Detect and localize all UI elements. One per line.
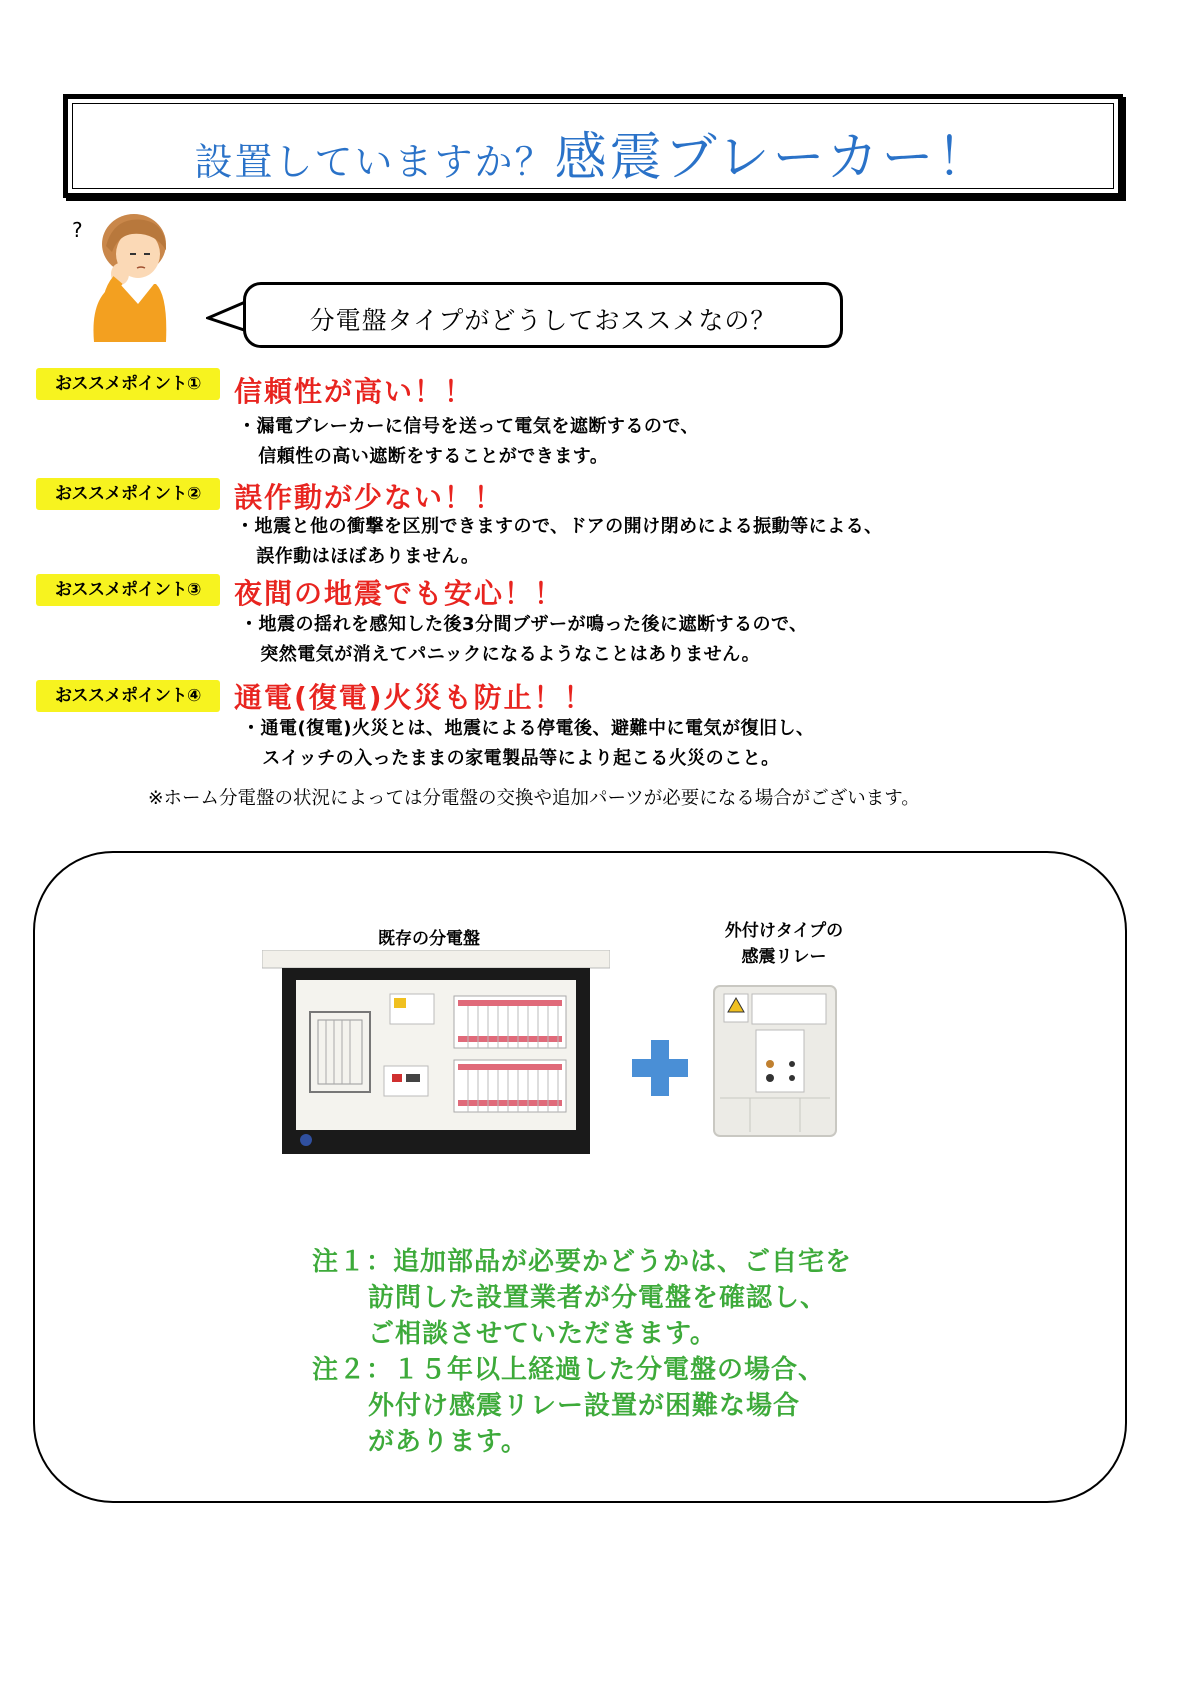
note2-line3: があります。 (368, 1427, 528, 1457)
speech-bubble (243, 282, 843, 348)
title-question: 設置していますか？ (194, 140, 555, 184)
relay-label-line1: 外付けタイプの (724, 921, 844, 941)
point-title-2: 誤作動が少ない！！ (234, 481, 505, 514)
relay-label-line2: 感震リレー (741, 947, 827, 967)
thinking-woman-illustration (80, 212, 170, 342)
point-badge-4: おススメポイント④ (36, 680, 220, 712)
point-badge-1: おススメポイント① (36, 368, 220, 400)
point-title-4: 通電(復電)火災も防止！！ (234, 681, 594, 714)
point-title-3: 夜間の地震でも安心！！ (234, 577, 565, 610)
plus-icon (632, 1040, 688, 1096)
question-mark: ? (72, 218, 83, 242)
note1-line3: ご相談させていただきます。 (368, 1319, 717, 1349)
point-desc-2: ・地震と他の衝撃を区別できますので、ドアの開け閉めによる振動等による、 誤作動はほぼありません。 (236, 516, 883, 567)
point-title-1: 信頼性が高い！！ (234, 375, 475, 408)
point-desc-4: ・通電(復電)火災とは、地震による停電後、避難中に電気が復旧し、 スイッチの入ったままの家電製品等により起こる火災のこと。 (242, 718, 815, 769)
note1-line1: 注１：追加部品が必要かどうかは、ご自宅を (312, 1247, 853, 1277)
existing-board-label: 既存の分電盤 (378, 929, 480, 949)
note2-line2: 外付け感震リレー設置が困難な場合 (368, 1391, 801, 1421)
seismic-relay-device-image (710, 982, 840, 1140)
page-title (68, 115, 1118, 190)
point-badge-3: おススメポイント③ (36, 574, 220, 606)
footnote: ※ホーム分電盤の状況によっては分電盤の交換や追加パーツが必要になる場合がございます。 (148, 788, 920, 809)
speech-bubble-text: 分電盤タイプがどうしておススメなの？ (309, 306, 777, 335)
point-badge-2: おススメポイント② (36, 478, 220, 510)
note2-line1: 注２：１５年以上経過した分電盤の場合、 (312, 1355, 826, 1385)
existing-distribution-board-image (262, 950, 610, 1154)
title-box (63, 94, 1123, 198)
point-desc-3: ・地震の揺れを感知した後3分間ブザーが鳴った後に遮断するので、 突然電気が消えてパニックになるようなことはありません。 (240, 614, 808, 665)
title-main: 感震ブレーカー！ (554, 128, 992, 188)
note1-line2: 訪問した設置業者が分電盤を確認し、 (368, 1283, 828, 1313)
relay-label (714, 918, 854, 970)
point-desc-1: ・漏電ブレーカーに信号を送って電気を遮断するので、 信頼性の高い遮断をすることができます。 (238, 416, 700, 467)
